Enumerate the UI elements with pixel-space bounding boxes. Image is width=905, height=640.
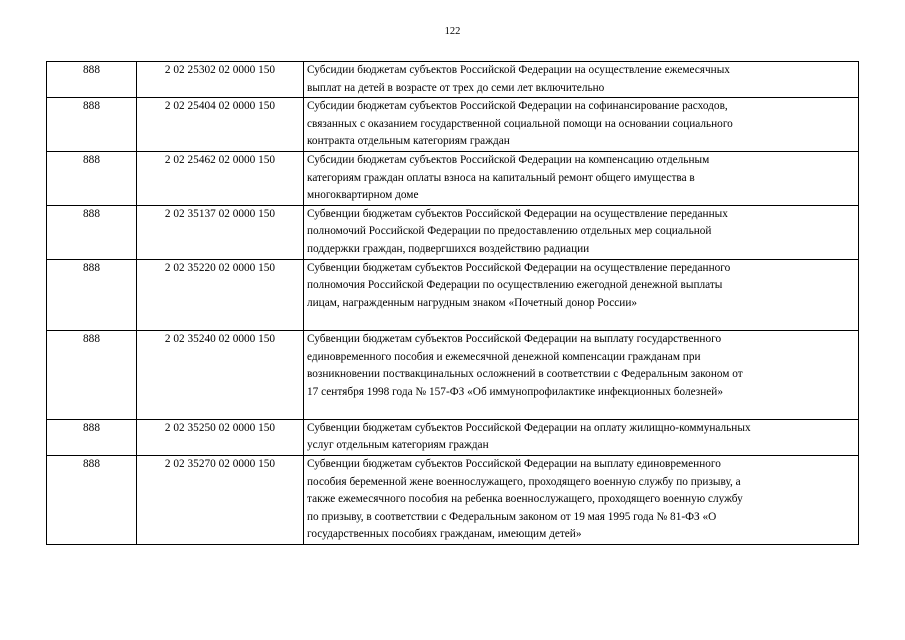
admin-code-cell: 888 bbox=[47, 62, 137, 98]
budget-classification-code-cell: 2 02 35240 02 0000 150 bbox=[137, 330, 304, 419]
admin-code-cell: 888 bbox=[47, 259, 137, 330]
budget-classification-code-cell: 2 02 35250 02 0000 150 bbox=[137, 419, 304, 455]
admin-code-cell: 888 bbox=[47, 151, 137, 205]
revenue-name-line: также ежемесячного пособия на ребенка военнослужащего, проходящего военную службу bbox=[307, 493, 743, 506]
revenue-name-line: Субсидии бюджетам субъектов Российской Федерации на софинансирование расходов, bbox=[307, 100, 728, 113]
revenue-name-cell bbox=[304, 205, 859, 259]
revenue-name-line: услуг отдельным категориям граждан bbox=[307, 439, 489, 452]
revenue-name-cell bbox=[304, 330, 859, 419]
revenue-name-line: лицам, награжденным нагрудным знаком «Почетный донор России» bbox=[307, 296, 638, 309]
revenue-name-line: Субсидии бюджетам субъектов Российской Федерации на осуществление ежемесячных bbox=[307, 64, 730, 76]
revenue-name-line: Субсидии бюджетам субъектов Российской Федерации на компенсацию отдельным bbox=[307, 153, 710, 166]
revenue-name-line: единовременного пособия и ежемесячной денежной компенсации гражданам при bbox=[307, 350, 701, 363]
admin-code-cell: 888 bbox=[47, 330, 137, 419]
revenue-name-cell bbox=[304, 259, 859, 330]
revenue-name-line: Субвенции бюджетам субъектов Российской Федерации на выплату государственного bbox=[307, 332, 722, 345]
revenue-name-line: государственных пособиях гражданам, имеющим детей» bbox=[307, 528, 582, 541]
budget-classification-code-cell: 2 02 25302 02 0000 150 bbox=[137, 62, 304, 98]
revenue-name-line: 17 сентября 1998 года № 157-ФЗ «Об иммунопрофилактике инфекционных болезней» bbox=[307, 385, 723, 398]
revenue-name-line bbox=[307, 401, 855, 419]
revenue-name-cell bbox=[304, 419, 859, 455]
budget-classification-code-cell: 2 02 25404 02 0000 150 bbox=[137, 98, 304, 152]
table-row bbox=[47, 62, 859, 98]
revenue-name-line bbox=[307, 312, 855, 330]
revenue-name-cell bbox=[304, 151, 859, 205]
table-row bbox=[47, 419, 859, 455]
revenue-name-line: Субвенции бюджетам субъектов Российской Федерации на осуществление переданного bbox=[307, 261, 731, 274]
table-body bbox=[47, 62, 859, 545]
revenue-name-line: категориям граждан оплаты взноса на капитальный ремонт общего имущества в bbox=[307, 171, 695, 184]
table-row bbox=[47, 259, 859, 330]
revenue-name-line: контракта отдельным категориям граждан bbox=[307, 135, 510, 148]
budget-classification-code-cell: 2 02 25462 02 0000 150 bbox=[137, 151, 304, 205]
revenue-name-line: связанных с оказанием государственной социальной помощи на основании социального bbox=[307, 117, 733, 130]
revenue-name-line: поддержки граждан, подвергшихся воздействию радиации bbox=[307, 242, 590, 255]
revenue-name-line: пособия беременной жене военнослужащего, проходящего военную службу по призыву, а bbox=[307, 475, 741, 488]
table-row bbox=[47, 205, 859, 259]
revenue-name-line: Субвенции бюджетам субъектов Российской Федерации на осуществление переданных bbox=[307, 207, 728, 220]
revenue-name-line: Субвенции бюджетам субъектов Российской Федерации на выплату единовременного bbox=[307, 458, 721, 471]
revenue-name-line: по призыву, в соответствии с Федеральным законом от 19 мая 1995 года № 81-ФЗ «О bbox=[307, 510, 717, 523]
revenue-name-line: возникновении поствакцинальных осложнений в соответствии с Федеральным законом от bbox=[307, 368, 743, 381]
revenue-name-cell bbox=[304, 456, 859, 545]
table-row bbox=[47, 98, 859, 152]
table-row bbox=[47, 330, 859, 419]
revenue-name-line: полномочий Российской Федерации по предоставлению отдельных мер социальной bbox=[307, 225, 712, 238]
revenue-name-cell bbox=[304, 98, 859, 152]
admin-code-cell: 888 bbox=[47, 456, 137, 545]
page-number: 122 bbox=[444, 26, 461, 37]
table-row bbox=[47, 151, 859, 205]
budget-classification-code-cell: 2 02 35137 02 0000 150 bbox=[137, 205, 304, 259]
table-row bbox=[47, 456, 859, 545]
admin-code-cell: 888 bbox=[47, 419, 137, 455]
revenue-name-line: выплат на детей в возрасте от трех до семи лет включительно bbox=[307, 81, 605, 94]
admin-code-cell: 888 bbox=[47, 205, 137, 259]
budget-revenue-table bbox=[46, 61, 859, 545]
revenue-name-cell bbox=[304, 62, 859, 98]
revenue-name-line: Субвенции бюджетам субъектов Российской Федерации на оплату жилищно-коммунальных bbox=[307, 421, 751, 434]
revenue-name-line: полномочия Российской Федерации по осуществлению ежегодной денежной выплаты bbox=[307, 279, 723, 292]
budget-classification-code-cell: 2 02 35270 02 0000 150 bbox=[137, 456, 304, 545]
budget-classification-code-cell: 2 02 35220 02 0000 150 bbox=[137, 259, 304, 330]
revenue-name-line: многоквартирном доме bbox=[307, 189, 419, 202]
admin-code-cell: 888 bbox=[47, 98, 137, 152]
